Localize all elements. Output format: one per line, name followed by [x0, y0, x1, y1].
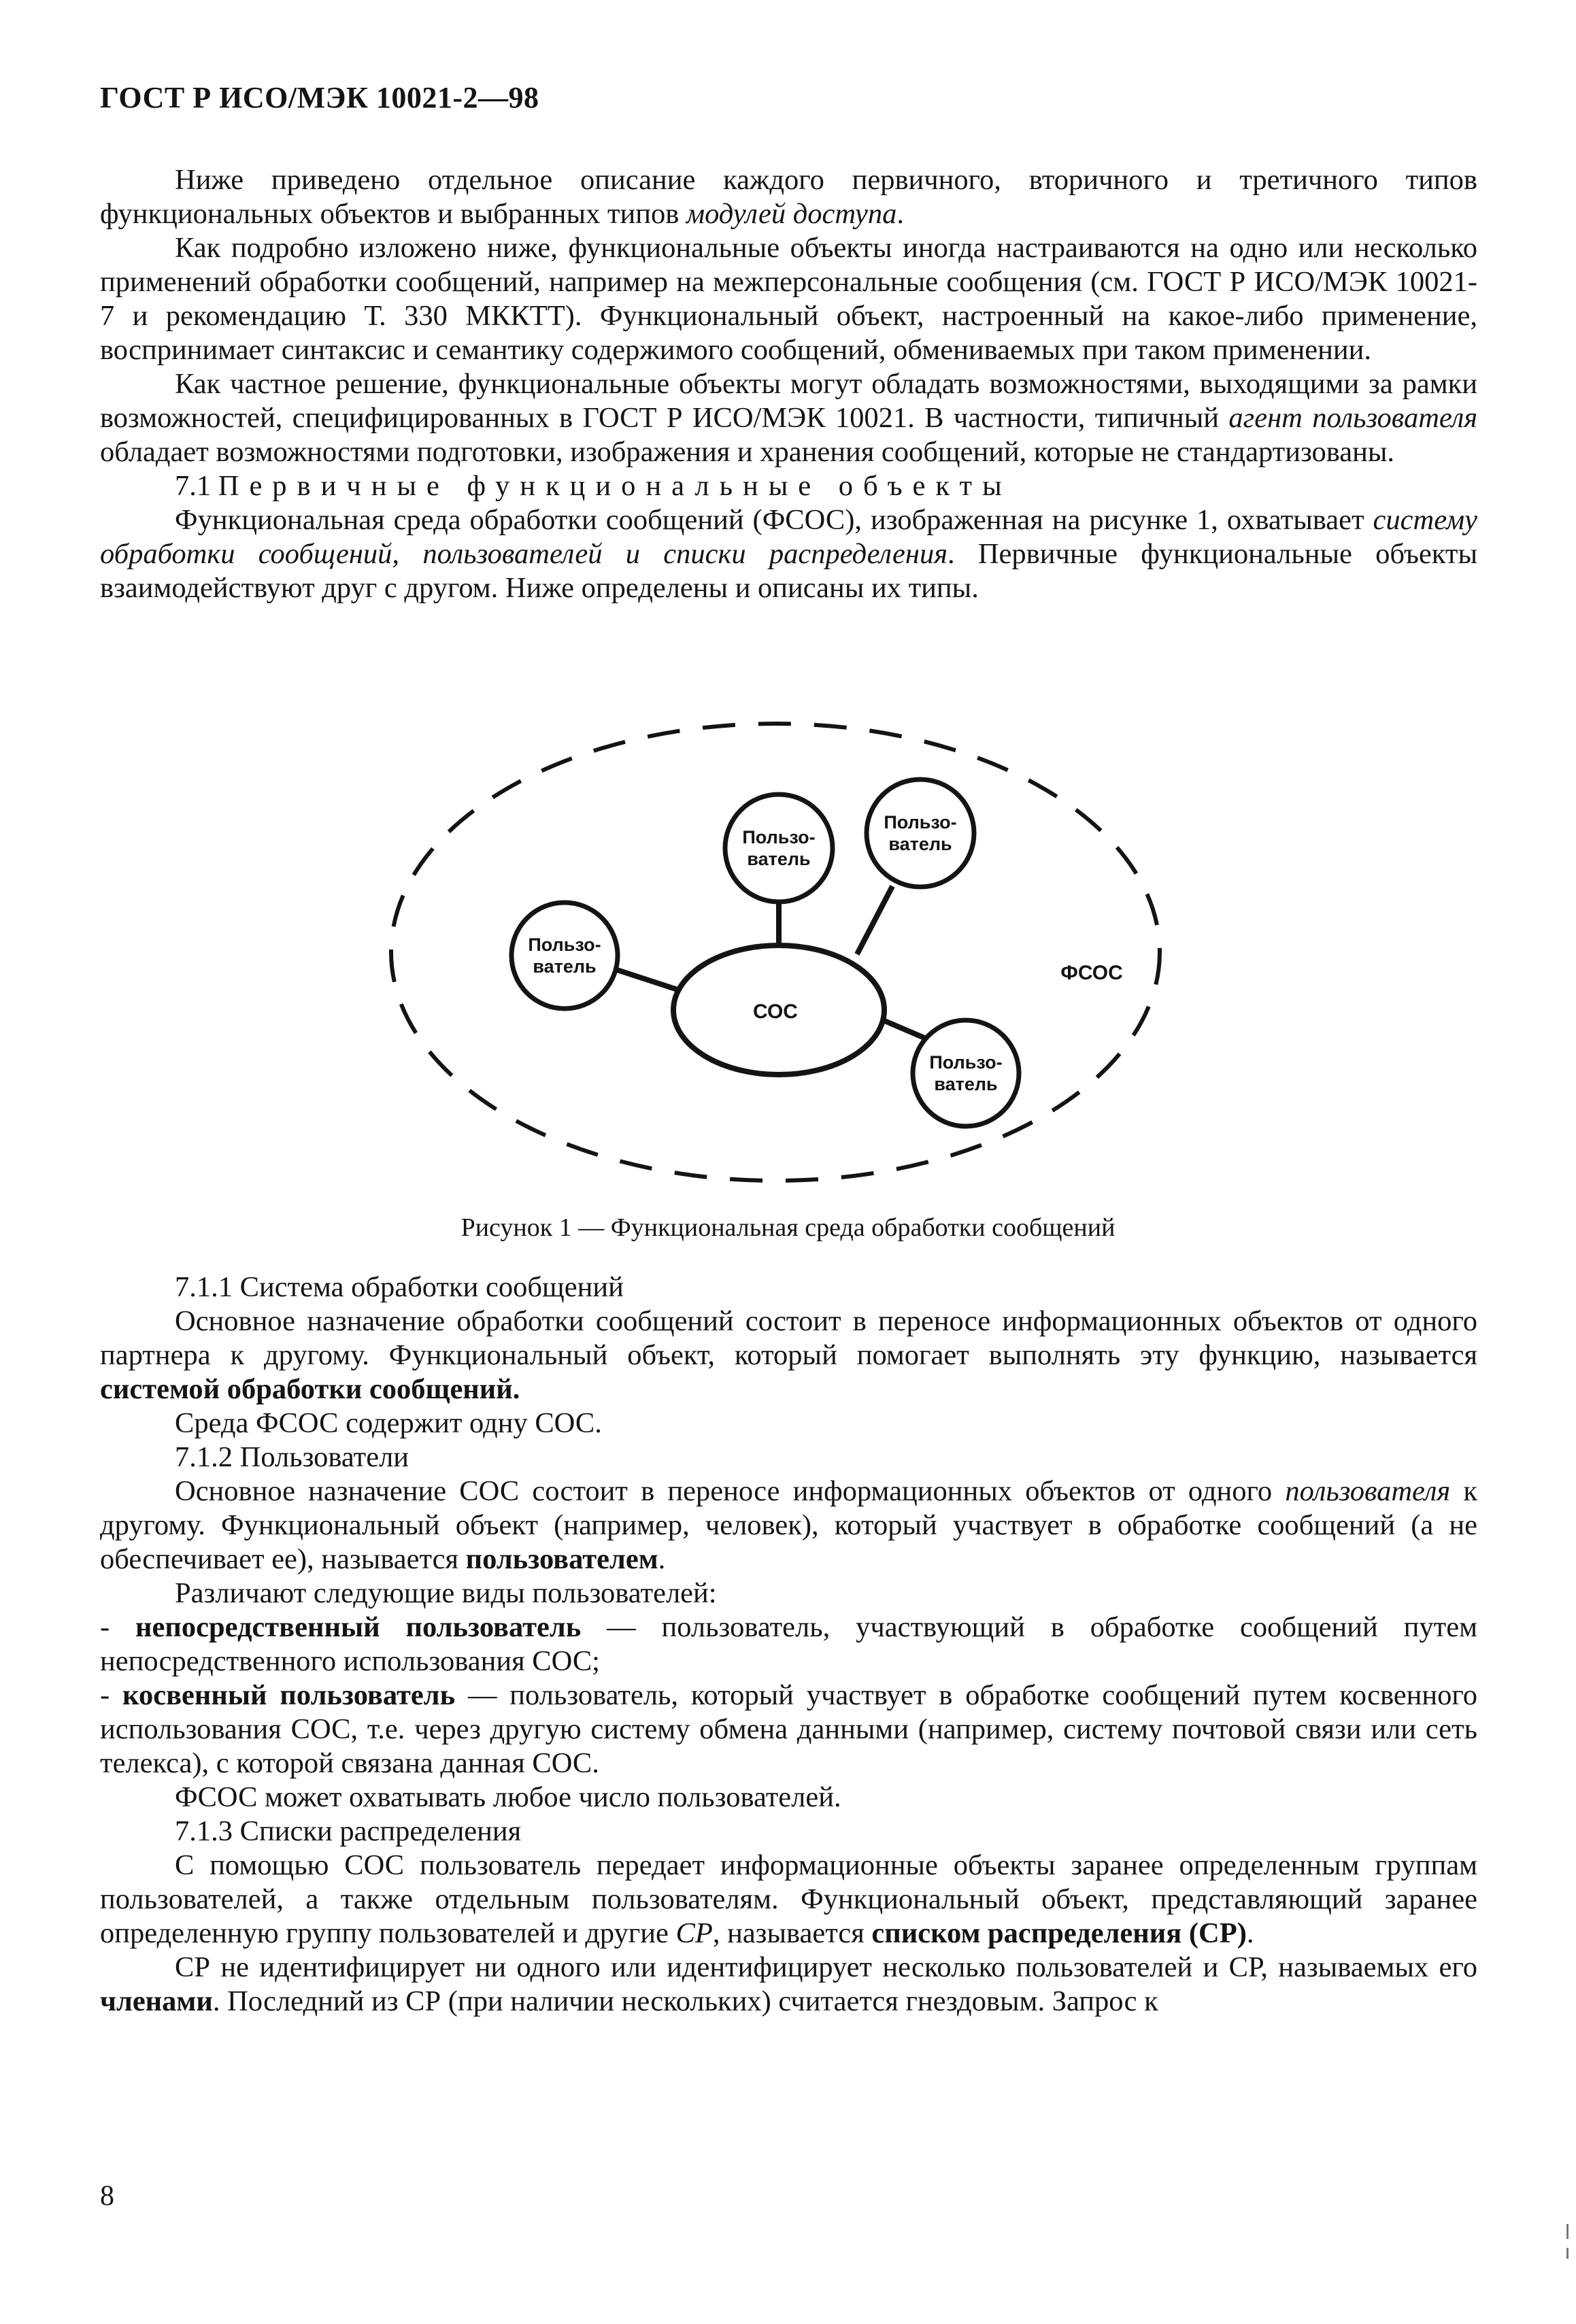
intro-block	[100, 163, 1477, 605]
sos-label: СОС	[753, 1000, 798, 1023]
svg-text:Пользо-: Пользо-	[929, 1052, 1003, 1073]
intro-paragraph-2: Как подробно изложено ниже, функциональные объекты иногда настраиваются на одно или несколько применений обработки сообщений, например на межперсональные сообщения (см. ГОСТ Р ИСО/МЭК 10021-7 и рекомендацию Т. 330 МККТТ). Функциональный объект, настроенный на какое-либо применение, воспринимает синтаксис и семантику содержимого сообщений, обмениваемых при таком применении.	[100, 232, 1477, 366]
user-node-bottom-right	[913, 1020, 1019, 1126]
body-block	[100, 1270, 1477, 2019]
section-7-1-paragraph: Функциональная среда обработки сообщений (ФСОС), изображенная на рисунке 1, охватывает систему обработки сообщений, пользователей и списки распределения. Первичные функциональные объекты взаимодействуют друг с другом. Ниже определены и описаны их типы.	[100, 504, 1477, 604]
fsos-label: ФСОС	[1060, 962, 1123, 984]
user-type-item-direct: - непосредственный пользователь — пользователь, участвующий в обработке сообщений путем непосредственного использования СОС;	[100, 1611, 1477, 1677]
user-type-item-indirect: - косвенный пользователь — пользователь, который участвует в обработке сообщений путем косвенного использования СОС, т.е. через другую систему обмена данными (например, систему почтовой связи или сеть телекса), с которой связана данная СОС.	[100, 1679, 1477, 1779]
svg-text:ватель: ватель	[747, 849, 811, 869]
link-user-top-right	[857, 886, 892, 954]
section-7-1-2-paragraph-2: Различают следующие виды пользователей:	[175, 1577, 717, 1609]
figure-1-caption: Рисунок 1 — Функциональная среда обработки сообщений	[460, 1213, 1116, 1242]
scan-artifact	[1566, 2248, 1569, 2259]
svg-text:ватель: ватель	[533, 956, 597, 977]
document-header: ГОСТ Р ИСО/МЭК 10021-2—98	[100, 81, 539, 114]
svg-text:ватель: ватель	[888, 834, 952, 854]
svg-text:Пользо-: Пользо-	[528, 934, 601, 955]
svg-text:Пользо-: Пользо-	[884, 812, 957, 832]
svg-text:Пользо-: Пользо-	[742, 827, 816, 847]
link-user-left	[615, 969, 682, 991]
link-user-bottom-right	[882, 1020, 929, 1040]
page-number: 8	[100, 2180, 114, 2212]
section-7-1-2-paragraph-3: ФСОС может охватывать любое число пользователей.	[175, 1781, 841, 1813]
section-7-1-1-paragraph-1: Основное назначение обработки сообщений состоит в переносе информационных объектов от одного партнера к другому. Функциональный объект, который помогает выполнять эту функцию, называется системой обработки сообщений.	[100, 1305, 1477, 1405]
user-node-top-left	[725, 794, 833, 902]
section-7-1-3-heading: 7.1.3 Списки распределения	[175, 1815, 522, 1847]
section-7-1-3-paragraph-2: СР не идентифицирует ни одного или идентифицирует несколько пользователей и СР, называемых его членами. Последний из СР (при наличии нескольких) считается гнездовым. Запрос к	[100, 1951, 1477, 2017]
scan-artifact	[1566, 2224, 1569, 2239]
intro-paragraph-1: Ниже приведено отдельное описание каждого первичного, вторичного и третичного типов функциональных объектов и выбранных типов модулей доступа.	[100, 164, 1477, 230]
section-7-1-1-heading: 7.1.1 Система обработки сообщений	[175, 1271, 624, 1303]
section-7-1-1-paragraph-2: Среда ФСОС содержит одну СОС.	[175, 1407, 602, 1439]
section-7-1-2-heading: 7.1.2 Пользователи	[175, 1441, 409, 1473]
svg-text:ватель: ватель	[934, 1074, 998, 1094]
section-7-1-2-paragraph-1: Основное назначение СОС состоит в переносе информационных объектов от одного пользователя к другому. Функциональный объект (например, человек), который участвует в обработке сообщений (а не обеспечивает ее), называется пользователем.	[100, 1475, 1477, 1575]
section-7-1-heading: 7.1 Первичные функциональные объекты	[175, 470, 1012, 502]
user-node-left	[512, 903, 618, 1009]
section-7-1-3-paragraph-1: С помощью СОС пользователь передает информационные объекты заранее определенным группам пользователей, а также отдельным пользователям. Функциональный объект, представляющий заранее определенную группу пользователей и другие СР, называется списком распределения (СР).	[100, 1849, 1477, 1949]
figure-1-diagram	[381, 707, 1211, 1204]
user-node-top-right	[867, 779, 974, 887]
intro-paragraph-3: Как частное решение, функциональные объекты могут обладать возможностями, выходящими за рамки возможностей, специфицированных в ГОСТ Р ИСО/МЭК 10021. В частности, типичный агент пользователя обладает возможностями подготовки, изображения и хранения сообщений, которые не стандартизованы.	[100, 368, 1477, 468]
